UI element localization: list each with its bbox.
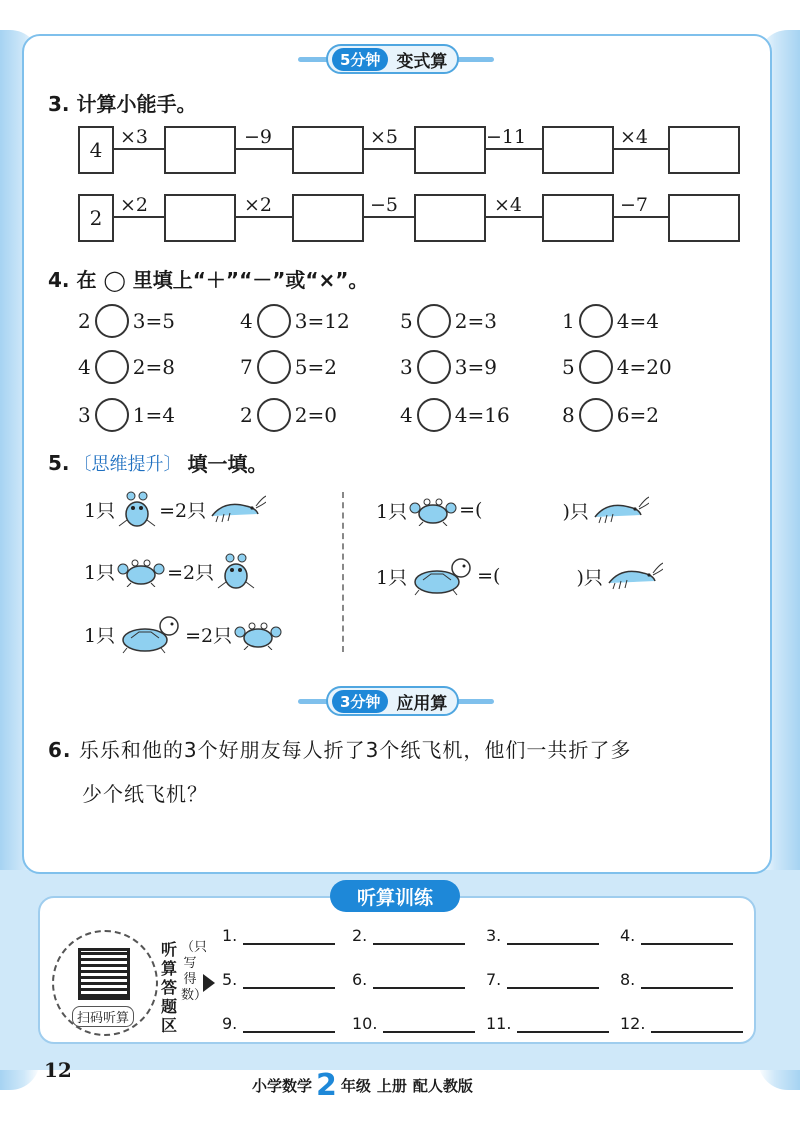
conversion-row (84, 490, 268, 528)
answer-line[interactable] (641, 929, 733, 945)
crab-upright-icon (216, 552, 256, 590)
answer-line[interactable] (651, 1017, 743, 1033)
crab-icon (409, 494, 457, 526)
chain-op: ×2 (120, 194, 149, 216)
listening-title: 听算训练 (330, 880, 460, 912)
operator-circle[interactable] (257, 350, 291, 384)
section-header-variant (298, 44, 494, 74)
answer-number: 12. (620, 1014, 646, 1033)
quantity-label: 1只 (84, 561, 116, 584)
answer-box[interactable] (668, 194, 740, 242)
operand-right: 2=8 (132, 355, 175, 379)
answer-box[interactable] (292, 126, 364, 174)
listening-answer-slot (222, 926, 335, 945)
conversion-row (84, 614, 284, 654)
q6-word-problem (48, 728, 758, 816)
operand-left: 7 (240, 355, 253, 379)
footer-subject: 小学数学 (252, 1076, 313, 1095)
listening-answer-slot (486, 1014, 609, 1033)
quantity-label: 1只 (84, 499, 116, 522)
answer-number: 8. (620, 970, 636, 989)
chain-op: −9 (244, 126, 273, 148)
equals-label: =( (459, 499, 483, 521)
operand-right: 3=5 (132, 309, 175, 333)
answer-line[interactable] (507, 973, 599, 989)
book-footer (252, 1067, 473, 1103)
q6-text-line1: 乐乐和他的3个好朋友每人折了3个纸飞机，他们一共折了多 (78, 738, 632, 762)
operator-circle[interactable] (95, 304, 129, 338)
qr-code-icon[interactable] (78, 948, 130, 1000)
operand-left: 3 (400, 355, 413, 379)
section-time: 3分钟 (332, 690, 388, 713)
footer-grade-number: 2 (316, 1067, 337, 1103)
section-time: 5分钟 (332, 48, 388, 71)
answer-box[interactable] (668, 126, 740, 174)
q4-title: 4. 在 ◯ 里填上“＋”“－”或“×”。 (48, 268, 369, 292)
chain-op: ×3 (120, 126, 149, 148)
chain-op: −11 (486, 126, 527, 148)
chain-op: ×2 (244, 194, 273, 216)
section-label: 应用算 (396, 693, 448, 714)
fill-operator-equation (78, 398, 175, 432)
operator-circle[interactable] (417, 304, 451, 338)
footer-edition: 配人教版 (412, 1076, 473, 1095)
listening-answer-slot (222, 970, 335, 989)
section-label: 变式算 (396, 51, 448, 72)
unit-label: )只 (562, 500, 589, 523)
operand-left: 1 (562, 309, 575, 333)
answer-box[interactable] (164, 126, 236, 174)
operator-circle[interactable] (417, 398, 451, 432)
answer-number: 4. (620, 926, 636, 945)
operator-circle[interactable] (579, 304, 613, 338)
fill-operator-equation (562, 398, 659, 432)
fill-operator-equation (400, 398, 510, 432)
operand-right: 6=2 (616, 403, 659, 427)
listening-answer-slot (486, 970, 599, 989)
answer-line[interactable] (373, 929, 465, 945)
operand-right: 3=12 (294, 309, 350, 333)
answer-area-label: 听算答题区 (160, 940, 177, 1035)
crab-icon (234, 618, 282, 650)
operand-right: 1=4 (132, 403, 175, 427)
fill-operator-equation (240, 350, 337, 384)
thinking-tag: 〔思维提升〕 (73, 453, 182, 475)
operand-right: 2=0 (294, 403, 337, 427)
turtle-icon (117, 614, 183, 654)
shrimp-icon (605, 561, 663, 591)
chain-op: −5 (370, 194, 399, 216)
divider-line (342, 492, 344, 652)
conversion-row (84, 552, 258, 590)
footer-term: 上册 (376, 1076, 407, 1095)
listening-answer-slot (620, 970, 733, 989)
answer-box[interactable] (542, 194, 614, 242)
answer-number: 7. (486, 970, 502, 989)
operator-circle[interactable] (257, 398, 291, 432)
operand-right: 2=3 (454, 309, 497, 333)
answer-number: 10. (352, 1014, 378, 1033)
operand-right: 4=20 (616, 355, 672, 379)
answer-number: 3. (486, 926, 502, 945)
fill-operator-equation (240, 304, 350, 338)
answer-line[interactable] (243, 973, 335, 989)
answer-box[interactable] (542, 126, 614, 174)
listening-answer-slot (620, 1014, 743, 1033)
operand-left: 2 (78, 309, 91, 333)
footer-grade: 年级 (340, 1076, 371, 1095)
crab-upright-icon (117, 490, 157, 528)
turtle-icon (409, 556, 475, 596)
equals-label: =( (477, 565, 501, 587)
operator-circle[interactable] (579, 398, 613, 432)
listening-answer-slot (222, 1014, 335, 1033)
operand-left: 5 (400, 309, 413, 333)
fill-operator-equation (562, 350, 672, 384)
operand-left: 4 (78, 355, 91, 379)
fill-operator-equation (400, 350, 497, 384)
operand-right: 5=2 (294, 355, 337, 379)
q5-title (48, 448, 268, 477)
answer-line[interactable] (641, 973, 733, 989)
chain-op: ×5 (370, 126, 399, 148)
fill-operator-equation (240, 398, 337, 432)
answer-number: 1. (222, 926, 238, 945)
operand-left: 8 (562, 403, 575, 427)
calc-chain-row-1 (78, 126, 743, 174)
q3-title: 3. 计算小能手。 (48, 92, 197, 116)
quantity-label: 1只 (84, 624, 116, 647)
answer-number: 11. (486, 1014, 512, 1033)
answer-line[interactable] (383, 1017, 475, 1033)
operator-circle[interactable] (579, 350, 613, 384)
fill-operator-equation (562, 304, 659, 338)
listening-answer-slot (352, 970, 465, 989)
conversion-row (376, 556, 665, 596)
operand-left: 3 (78, 403, 91, 427)
section-header-application (298, 686, 494, 716)
answer-line[interactable] (517, 1017, 609, 1033)
operand-left: 4 (400, 403, 413, 427)
q5-instruction: 填一填。 (187, 452, 268, 476)
fill-operator-equation (78, 350, 175, 384)
answer-number: 5. (222, 970, 238, 989)
answer-area-note: （只写得数） (181, 940, 208, 1003)
chain-op: ×4 (620, 126, 649, 148)
chain-op: −7 (620, 194, 649, 216)
answer-box[interactable] (292, 194, 364, 242)
answer-number: 9. (222, 1014, 238, 1033)
scan-label: 扫码听算 (72, 1006, 134, 1027)
calc-chain-row-2 (78, 194, 743, 242)
unit-label: )只 (576, 566, 603, 589)
conversion-row (376, 494, 651, 526)
operand-left: 5 (562, 355, 575, 379)
answer-box[interactable] (414, 194, 486, 242)
fill-operator-equation (400, 304, 497, 338)
chain-op: ×4 (494, 194, 523, 216)
listening-answer-slot (352, 926, 465, 945)
equals-label: =2只 (167, 561, 215, 584)
operand-left: 4 (240, 309, 253, 333)
chain-start: 2 (78, 194, 114, 242)
chain-start: 4 (78, 126, 114, 174)
listening-answer-slot (352, 1014, 475, 1033)
answer-line[interactable] (507, 929, 599, 945)
play-arrow-icon (203, 974, 215, 992)
quantity-label: 1只 (376, 566, 408, 589)
answer-box[interactable] (414, 126, 486, 174)
fill-operator-equation (78, 304, 175, 338)
operator-circle[interactable] (257, 304, 291, 338)
equals-label: =2只 (159, 499, 207, 522)
operand-right: 4=4 (616, 309, 659, 333)
answer-line[interactable] (373, 973, 465, 989)
listening-answer-slot (620, 926, 733, 945)
answer-box[interactable] (164, 194, 236, 242)
operand-right: 4=16 (454, 403, 510, 427)
shrimp-icon (208, 494, 266, 524)
q6-text-line2: 少个纸飞机？ (82, 782, 208, 806)
operator-circle[interactable] (95, 398, 129, 432)
answer-number: 2. (352, 926, 368, 945)
page-number: 12 (44, 1058, 72, 1082)
answer-number: 6. (352, 970, 368, 989)
q5-number: 5. (48, 450, 70, 475)
operand-left: 2 (240, 403, 253, 427)
listening-answer-slot (486, 926, 599, 945)
answer-line[interactable] (243, 929, 335, 945)
equals-label: =2只 (185, 624, 233, 647)
q6-number: 6. (48, 738, 72, 762)
operand-right: 3=9 (454, 355, 497, 379)
shrimp-icon (591, 495, 649, 525)
operator-circle[interactable] (95, 350, 129, 384)
quantity-label: 1只 (376, 500, 408, 523)
operator-circle[interactable] (417, 350, 451, 384)
crab-icon (117, 555, 165, 587)
answer-line[interactable] (243, 1017, 335, 1033)
